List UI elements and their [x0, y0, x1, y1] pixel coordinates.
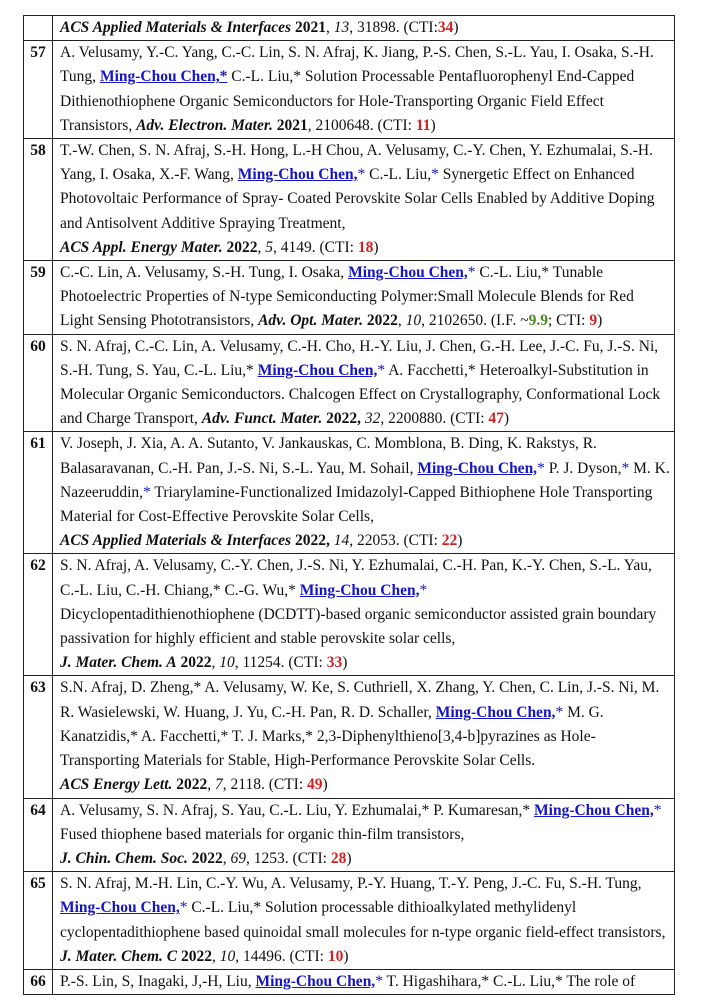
publication-row — [24, 16, 675, 41]
author-list: P.-S. Lin, S, Inagaki, J,-H, Liu, — [60, 972, 252, 990]
author-list: S. N. Afraj, A. Velusamy, C.-Y. Chen, J.-S. Ni, Y. Ezhumalai, C.-H. Pan, K.-Y. Chen, S.-L. Yau, C.-L. Liu, C.-H. Chiang,* C.-G. Wu,* — [60, 557, 652, 599]
corresponding-star: * — [377, 361, 386, 379]
volume: 69 — [230, 849, 247, 867]
highlighted-author-link[interactable]: Ming-Chou Chen, — [348, 264, 468, 282]
journal-name: Adv. Opt. Mater. — [258, 312, 363, 330]
pub-year: 2022 — [226, 238, 258, 256]
impact-factor-value: 9.9 — [528, 312, 548, 330]
pages: 31898 — [356, 19, 396, 36]
journal-name: Adv. Funct. Mater. — [201, 410, 323, 428]
entry-citation: V. Joseph, J. Xia, A. A. Sutanto, V. Jankauskas, C. Momblona, B. Ding, K. Rakstys, R. Balasaravanan, C.-H. Pan, J.-S. Ni, S.-L. Yau, M. Sohail, Ming-Chou Chen,* P. J. Dyson,* M. K. Nazeeruddin,* Triarylamine-Functionalized Imidazolyl-Capped Bithiophene Hole Transporting Material for Cost-Effective Perovskite Solar Cells, ACS Applied Materials & Interfaces 2022, 14, 22053. (CTI: 22) — [53, 432, 675, 554]
volume: 10 — [405, 312, 422, 330]
corresponding-star: * — [219, 68, 228, 86]
pages: 14496 — [243, 947, 282, 965]
pub-year: 2022 — [366, 312, 398, 330]
paper-title: Triarylamine-Functionalized Imidazolyl-Capped Bithiophene Hole Transporting Material for Cost-Effective Perovskite Solar Cells, — [60, 483, 653, 526]
paper-title: Heteroalkyl-Substitution in Molecular Organic Semiconductors. Chalcogen Effect on Crystallography, Conformational Lock and Charge Transport, — [60, 361, 661, 428]
journal-name: ACS Appl. Energy Mater. — [60, 238, 223, 256]
journal-name: Adv. Electron. Mater. — [136, 116, 273, 134]
paper-title: Synergetic Effect on Enhanced Photovoltaic Performance of Spray- Coated Perovskite Solar Cells Enabled by Additive Doping and Antisolvent Additive Spraying Treatment, — [60, 166, 655, 232]
entry-citation — [53, 969, 675, 994]
entry-citation: C.-C. Lin, A. Velusamy, S.-H. Tung, I. Osaka, Ming-Chou Chen,* C.-L. Liu,* Tunable Photoelectric Properties of N-type Semiconducting Polymer:Small Molecule Blends for Red Light Sensing Phototransistors, Adv. Opt. Mater. 2022, 10, 2102650. (I.F. ~9.9; CTI: 9) — [53, 261, 675, 335]
entry-citation: S. N. Afraj, C.-C. Lin, A. Velusamy, C.-H. Cho, H.-Y. Liu, J. Chen, G.-H. Lee, J.-C. Fu, J.-S. Ni, S.-H. Tung, S. Yau, C.-L. Liu,* Ming-Chou Chen,* A. Facchetti,* Heteroalkyl-Substitution in Molecular Organic Semiconductors. Chalcogen Effect on Crystallography, Conformational Lock and Charge Transport, Adv. Funct. Mater. 2022, 32, 2200880. (CTI: 47) — [53, 334, 675, 432]
cti-value: 9 — [589, 312, 598, 330]
highlighted-author-link[interactable]: Ming-Chou Chen, — [435, 703, 556, 721]
publication-row — [24, 676, 675, 798]
entry-number: 61 — [24, 432, 53, 554]
entry-citation: S. N. Afraj, A. Velusamy, C.-Y. Chen, J.-S. Ni, Y. Ezhumalai, C.-H. Pan, K.-Y. Chen, S.-L. Yau, C.-L. Liu, C.-H. Chiang,* C.-G. Wu,* Ming-Chou Chen,* Dicyclopentadithienothiophene (DCDTT)-based organic semiconductor assisted grain boundary passivation for highly efficient and stable perovskite solar cells, J. Mater. Chem. A 2022, 10, 11254. (CTI: 33) — [53, 554, 675, 676]
highlighted-author-link[interactable]: Ming-Chou Chen, — [60, 899, 180, 917]
entry-citation: T.-W. Chen, S. N. Afraj, S.-H. Hong, L.-H Chou, A. Velusamy, C.-Y. Chen, Y. Ezhumalai, S.-H. Yang, I. Osaka, X.-F. Wang, Ming-Chou Chen,* C.-L. Liu,* Synergetic Effect on Enhanced Photovoltaic Performance of Spray- Coated Perovskite Solar Cells Enabled by Additive Doping and Antisolvent Additive Spraying Treatment, ACS Appl. Energy Mater. 2022, 5, 4149. (CTI: 18) — [53, 139, 675, 261]
journal-name: J. Mater. Chem. A — [60, 654, 177, 672]
author-list: C.-C. Lin, A. Velusamy, S.-H. Tung, I. Osaka, — [60, 264, 345, 282]
pub-year: 2022 — [176, 776, 208, 794]
corresponding-star: * — [419, 581, 428, 599]
publication-row — [24, 139, 675, 261]
author-list-end: P. J. Dyson, — [548, 459, 622, 477]
paper-title: 2,3-Diphenylthieno[3,4-b]pyrazines as Hole-Transporting Materials for Stable, High-Performance Perovskite Solar Cells. — [60, 727, 596, 770]
pages: 2102650 — [428, 312, 484, 330]
corresponding-star: * — [357, 166, 366, 184]
corresponding-star: * — [375, 972, 383, 990]
author-list-end: A. Facchetti,* — [388, 361, 476, 379]
entry-number: 59 — [24, 261, 53, 335]
author-list: S.N. Afraj, D. Zheng,* A. Velusamy, W. Ke, S. Cuthriell, X. Zhang, Y. Chen, C. Lin, J.-S. Ni, M. R. Wasielewski, W. Huang, J. Yu, C.-H. Pan, R. D. Schaller, — [60, 679, 660, 721]
entry-number: 65 — [24, 872, 53, 970]
publication-row — [24, 261, 675, 335]
journal-name: ACS Applied Materials & Interfaces — [60, 532, 292, 550]
publication-row — [24, 41, 675, 139]
cti-value: 49 — [307, 776, 323, 794]
corresponding-star: * — [431, 166, 439, 184]
author-list: V. Joseph, J. Xia, A. A. Sutanto, V. Jankauskas, C. Momblona, B. Ding, K. Rakstys, R. Balasaravanan, C.-H. Pan, J.-S. Ni, S.-L. Yau, M. Sohail, — [60, 435, 597, 477]
cti-value: 22 — [441, 532, 458, 550]
highlighted-author-link[interactable]: Ming-Chou Chen, — [417, 459, 538, 477]
volume: 5 — [265, 238, 274, 256]
volume: 14 — [333, 532, 350, 550]
cti-value: 11 — [415, 116, 431, 134]
cti-value: 47 — [488, 410, 504, 428]
pub-year: 2021 — [294, 19, 326, 36]
entry-number: 60 — [24, 334, 53, 432]
author-list-end: C.-L. Liu,* — [479, 264, 550, 282]
volume: 7 — [215, 776, 223, 794]
corresponding-star: * — [143, 483, 151, 501]
cti-value: 10 — [327, 947, 344, 965]
author-list: S. N. Afraj, M.-H. Lin, C.-Y. Wu, A. Velusamy, P.-Y. Huang, T.-Y. Peng, J.-C. Fu, S.-H. Tung, — [60, 875, 642, 893]
entry-number: 58 — [24, 139, 53, 261]
entry-citation: ACS Applied Materials & Interfaces 2021, 13, 31898. (CTI:34) — [53, 16, 675, 41]
pub-year: 2022 — [181, 947, 213, 965]
pages: 11254 — [242, 654, 281, 672]
pages: 2200880 — [388, 410, 443, 428]
highlighted-author-link[interactable]: Ming-Chou Chen, — [237, 166, 358, 184]
paper-title: Tunable Photoelectric Properties of N-type Semiconducting Polymer:Small Molecule Blends for Red Light Sensing Phototransistors, — [60, 264, 634, 330]
highlighted-author-link[interactable]: Ming-Chou Chen, — [255, 972, 376, 990]
entry-number: 63 — [24, 676, 53, 798]
pub-year: 2021 — [276, 116, 308, 134]
volume: 10 — [219, 654, 235, 672]
pages: 22053 — [356, 532, 396, 550]
corresponding-star: * — [537, 459, 545, 477]
journal-name: J. Chin. Chem. Soc. — [60, 849, 188, 867]
entry-number: 64 — [24, 798, 53, 872]
publication-row — [24, 432, 675, 554]
volume: 32 — [364, 410, 381, 428]
entry-citation: A. Velusamy, Y.-C. Yang, C.-C. Lin, S. N. Afraj, K. Jiang, P.-S. Chen, S.-L. Yau, I. Osaka, S.-H. Tung, Ming-Chou Chen,* C.-L. Liu,* Solution Processable Pentafluorophenyl End-Capped Dithienothiophene Organic Semiconductors for Hole-Transporting Organic Field Effect Transistors, Adv. Electron. Mater. 2021, 2100648. (CTI: 11) — [53, 41, 675, 139]
publication-row — [24, 969, 675, 994]
publication-row — [24, 798, 675, 872]
entry-number — [24, 16, 53, 41]
paper-title: Dicyclopentadithienothiophene (DCDTT)-based organic semiconductor assisted grain boundary passivation for highly efficient and stable perovskite solar cells, — [60, 605, 657, 648]
publication-table — [23, 15, 675, 995]
paper-title: Fused thiophene based materials for organic thin-film transistors, — [60, 825, 465, 843]
pub-year: 2022 — [191, 849, 223, 867]
corresponding-star: * — [653, 801, 662, 819]
author-list-end: M. K. Nazeeruddin, — [60, 459, 670, 501]
entry-citation: S.N. Afraj, D. Zheng,* A. Velusamy, W. Ke, S. Cuthriell, X. Zhang, Y. Chen, C. Lin, J.-S. Ni, M. R. Wasielewski, W. Huang, J. Yu, C.-H. Pan, R. D. Schaller, Ming-Chou Chen,* M. G. Kanatzidis,* A. Facchetti,* T. J. Marks,* 2,3-Diphenylthieno[3,4-b]pyrazines as Hole-Transporting Materials for Stable, High-Performance Perovskite Solar Cells. ACS Energy Lett. 2022, 7, 2118. (CTI: 49) — [53, 676, 675, 798]
author-list-end: C.-L. Liu, — [369, 166, 432, 184]
entry-citation: S. N. Afraj, M.-H. Lin, C.-Y. Wu, A. Velusamy, P.-Y. Huang, T.-Y. Peng, J.-C. Fu, S.-H. Tung, Ming-Chou Chen,* C.-L. Liu,* Solution processable dithioalkylated methylidenyl cyclopentadithiophene based quinoidal small molecules for n-type organic field-effect transistors, J. Mater. Chem. C 2022, 10, 14496. (CTI: 10) — [53, 872, 675, 970]
pages: 1253 — [253, 849, 285, 867]
corresponding-star: * — [467, 264, 476, 282]
pub-year: 2022 — [180, 654, 212, 672]
paper-title: Solution Processable Pentafluorophenyl End-Capped Dithienothiophene Organic Semiconductors for Hole-Transporting Organic Field Effect Transistors, — [60, 68, 635, 134]
journal-name: J. Mater. Chem. C — [60, 947, 178, 965]
pub-year: 2022, — [326, 410, 361, 428]
cti-value: 34 — [437, 19, 454, 36]
volume: 13 — [333, 19, 350, 36]
publication-row — [24, 334, 675, 432]
cti-value: 28 — [330, 849, 347, 867]
entry-number: 66 — [24, 969, 53, 994]
pub-year: 2022, — [294, 532, 330, 550]
highlighted-author-link[interactable]: Ming-Chou Chen, — [299, 581, 420, 599]
author-list: S. N. Afraj, C.-C. Lin, A. Velusamy, C.-H. Cho, H.-Y. Liu, J. Chen, G.-H. Lee, J.-C. Fu, J.-S. Ni, S.-H. Tung, S. Yau, C.-L. Liu,* — [60, 337, 659, 379]
highlighted-author-link[interactable]: Ming-Chou Chen, — [534, 801, 654, 819]
corresponding-star: * — [555, 703, 564, 721]
author-list: T.-W. Chen, S. N. Afraj, S.-H. Hong, L.-H Chou, A. Velusamy, C.-Y. Chen, Y. Ezhumalai, S.-H. Yang, I. Osaka, X.-F. Wang, — [60, 142, 653, 184]
pages: 4149 — [280, 238, 312, 256]
entry-citation: A. Velusamy, S. N. Afraj, S. Yau, C.-L. Liu, Y. Ezhumalai,* P. Kumaresan,* Ming-Chou Chen,* Fused thiophene based materials for organic thin-film transistors, J. Chin. Chem. Soc. 2022, 69, 1253. (CTI: 28) — [53, 798, 675, 872]
entry-number: 62 — [24, 554, 53, 676]
author-list-end: T. Higashihara,* C.-L. Liu,* The role of — [386, 972, 636, 990]
impact-factor-label: I.F. ~ — [496, 312, 529, 330]
paper-title: Solution processable dithioalkylated methylidenyl cyclopentadithiophene based quinoidal small molecules for n-type organic field-effect transistors, — [60, 899, 666, 941]
author-list: A. Velusamy, S. N. Afraj, S. Yau, C.-L. Liu, Y. Ezhumalai,* P. Kumaresan,* — [60, 801, 531, 819]
entry-number: 57 — [24, 41, 53, 139]
pages: 2118 — [230, 776, 261, 794]
author-list-end: C.-L. Liu,* — [191, 899, 262, 917]
cti-value: 33 — [326, 654, 343, 672]
pages: 2100648 — [315, 116, 370, 134]
journal-name: ACS Energy Lett. — [60, 776, 173, 794]
corresponding-star: * — [179, 899, 188, 917]
publication-row — [24, 872, 675, 970]
highlighted-author-link[interactable]: Ming-Chou Chen, — [257, 361, 378, 379]
author-list-end: M. G. Kanatzidis,* A. Facchetti,* T. J. Marks,* — [60, 703, 604, 745]
publication-row — [24, 554, 675, 676]
highlighted-author-link[interactable]: Ming-Chou Chen, — [99, 68, 220, 86]
cti-value: 18 — [357, 238, 374, 256]
author-list-end: C.-L. Liu,* — [231, 68, 302, 86]
volume: 10 — [219, 947, 236, 965]
corresponding-star: * — [621, 459, 630, 477]
author-list: A. Velusamy, Y.-C. Yang, C.-C. Lin, S. N. Afraj, K. Jiang, P.-S. Chen, S.-L. Yau, I. Osaka, S.-H. Tung, — [60, 44, 654, 86]
journal-name: ACS Applied Materials & Interfaces — [60, 19, 292, 36]
